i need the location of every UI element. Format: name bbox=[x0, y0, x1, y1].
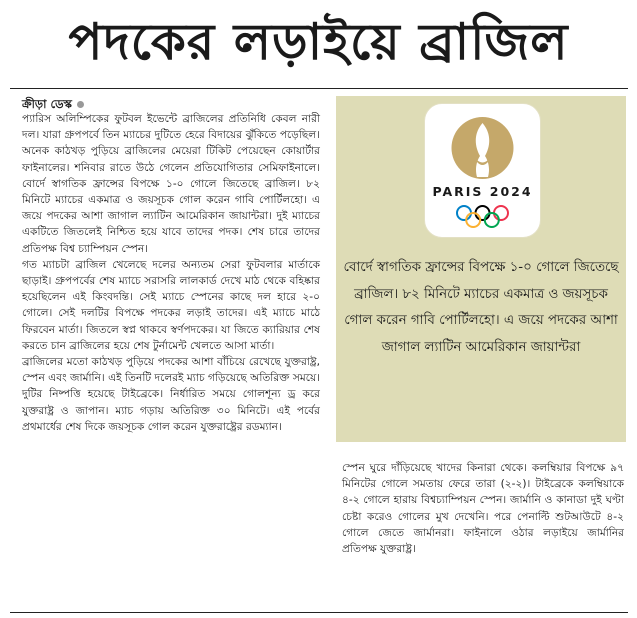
paragraph: গত ম্যাচটা ব্রাজিল খেলেছে দলের অন্যতম সেরা ফুটবলার মার্তাকে ছাড়াই। গ্রুপপর্বের শেষ ম্যাচে সরাসরি লালকার্ড দেখে মাঠ থেকে বহিষ্কার হয়েছিলেন এই কিংবদন্তি। সেই ম্যাচে স্পেনের কাছে দল হারে ২-০ গোলে। সেই দলটির বিপক্ষে পদকের লড়াই তাদের। এই ম্যাচে মাঠে ফিরবেন মার্তা। জিতলে স্বপ্ন থাকবে স্বর্ণপদকের। যা জিতে ক্যারিয়ার শেষ করতে চান ব্রাজিলের হয়ে শেষ টুর্নামেন্ট খেলতে আসা মার্তা। bbox=[22, 258, 320, 352]
headline: পদকের লড়াইয়ে ব্রাজিল bbox=[68, 12, 569, 71]
paragraph: প্যারিস অলিম্পিকের ফুটবল ইভেন্টে ব্রাজিলের প্রতিনিধি কেবল নারী দল। যারা গ্রুপপর্বে তিন ম্যাচের দুটিতে হেরে বিদায়ের ঝুঁকিতে পড়েছিল। অনেক কাঠখড় পুড়িয়ে ব্রাজিলের মেয়েরা টিকিট পেয়েছেন কোয়ার্টার ফাইনালের। শনিবার রাতে উঠে গেলেন প্রতিযোগিতার সেমিফাইনালে। বোর্দে স্বাগতিক ফ্রান্সের বিপক্ষে ১-০ গোলে জিতেছে ব্রাজিল। ৮২ মিনিটে ম্যাচের একমাত্র ও জয়সূচক গোল করেন গাবি পোর্টিলহো। এ জয়ে পদকের আশা জাগাল ল্যাটিন আমেরিকান জায়ান্টরা। দুই ম্যাচের একটিতে জিতলেই নিশ্চিত হয়ে যাবে তাদের পদক। শেষ চারে তাদের প্রতিপক্ষ বিশ্ব চ্যাম্পিয়ন স্পেন। bbox=[22, 113, 320, 255]
logo-label: PARIS 2024 bbox=[432, 184, 533, 199]
right-column bbox=[342, 460, 624, 557]
bullet-icon bbox=[77, 101, 84, 108]
paragraph: ব্রাজিলের মতো কাঠখড় পুড়িয়ে পদকের আশা বাঁচিয়ে রেখেছে যুক্তরাষ্ট্র, স্পেন এবং জার্মানি। এই তিনটি দলেরই ম্যাচ গড়িয়েছে অতিরিক্ত সময়ে। দুটির নিষ্পত্তি হয়েছে টাইব্রেকে। নির্ধারিত সময়ে গোলশূন্য ড্র করে যুক্তরাষ্ট্র ও জাপান। ম্যাচ গড়ায় অতিরিক্ত ৩০ মিনিটে। এই পর্বের প্রথমার্ধের শেষ দিকে জয়সূচক গোল করেন যুক্তরাষ্ট্রের রডম্যান। bbox=[22, 356, 320, 433]
pull-quote: বোর্দে স্বাগতিক ফ্রান্সের বিপক্ষে ১-০ গোলে জিতেছে ব্রাজিল। ৮২ মিনিটে ম্যাচের একমাত্র ও জয়সূচক গোল করেন গাবি পোর্টিলহো। এ জয়ে পদকের আশা জাগাল ল্যাটিন আমেরিকান জায়ান্টরা bbox=[343, 260, 619, 355]
paris-2024-olympic-logo-icon bbox=[425, 104, 540, 237]
paris-2024-logo bbox=[424, 103, 541, 238]
left-column bbox=[22, 111, 320, 435]
byline-text: ক্রীড়া ডেস্ক bbox=[22, 97, 72, 111]
headline-rule bbox=[10, 88, 628, 89]
bottom-rule bbox=[10, 612, 628, 613]
byline bbox=[22, 96, 84, 112]
paragraph: স্পেন ঘুরে দাঁড়িয়েছে খাদের কিনারা থেকে। কলম্বিয়ার বিপক্ষে ৯৭ মিনিটের গোলে সমতায় ফেরে তারা (২-২)। টাইব্রেকে কলম্বিয়াকে ৪-২ গোলে হারায় বিশ্বচ্যাম্পিয়ন স্পেন। জার্মানি ও কানাডা দুই ঘণ্টা চেষ্টা করেও গোলের মুখ দেখেনি। পরে পেনাল্টি শুটআউটে ৪-২ গোলে জেতে জার্মানরা। ফাইনালে ওঠার লড়াইয়ে জার্মানির প্রতিপক্ষ যুক্তরাষ্ট্র। bbox=[342, 462, 624, 556]
